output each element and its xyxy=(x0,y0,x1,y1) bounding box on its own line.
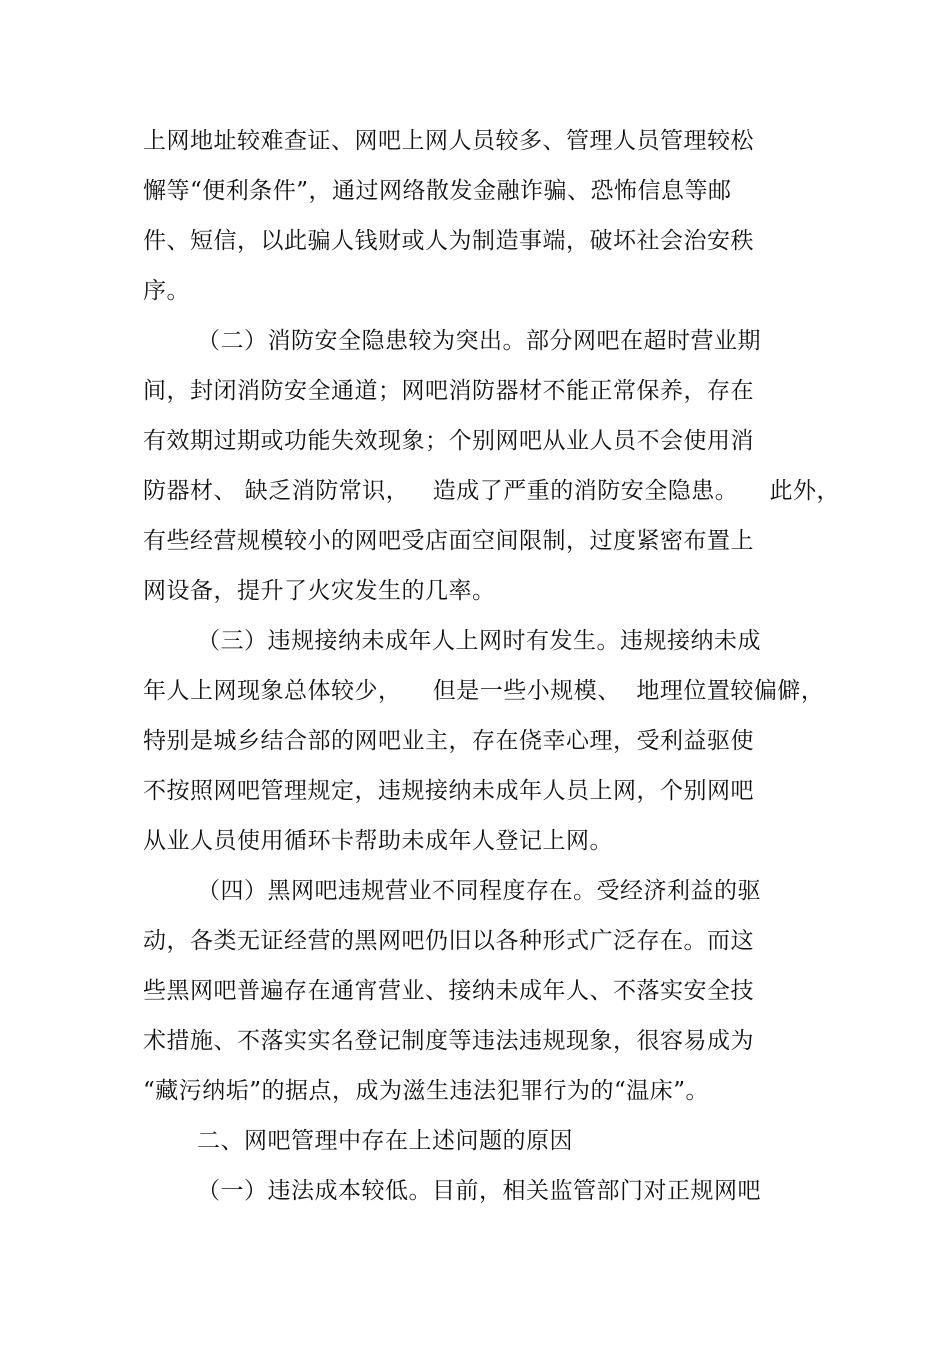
paragraph-line: （一）违法成本较低。目前，相关监管部门对正规网吧 xyxy=(197,1178,761,1204)
paragraph-line: 有效期过期或功能失效现象；个别网吧从业人员不会使用消 xyxy=(143,428,754,454)
paragraph-line: 不按照网吧管理规定，违规接纳未成年人员上网，个别网吧 xyxy=(143,778,754,804)
paragraph-line: 上网地址较难查证、网吧上网人员较多、管理人员管理较松 xyxy=(143,128,754,154)
paragraph-line: “藏污纳垢”的据点，成为滋生违法犯罪行为的“温床”。 xyxy=(143,1078,710,1104)
paragraph-line: 网设备，提升了火灾发生的几率。 xyxy=(143,578,496,604)
paragraph-line: 防器材、 缺乏消防常识， 造成了严重的消防安全隐患。 此外， xyxy=(143,478,840,504)
paragraph-line: （四）黑网吧违规营业不同程度存在。受经济利益的驱 xyxy=(197,878,761,904)
paragraph-line: 术措施、不落实实名登记制度等违法违规现象，很容易成为 xyxy=(143,1028,754,1054)
paragraph-line: 序。 xyxy=(143,278,190,304)
paragraph-line: 有些经营规模较小的网吧受店面空间限制，过度紧密布置上 xyxy=(143,528,754,554)
paragraph-line: 些黑网吧普遍存在通宵营业、接纳未成年人、不落实安全技 xyxy=(143,978,754,1004)
section-heading: 二、网吧管理中存在上述问题的原因 xyxy=(197,1128,573,1154)
paragraph-line: （三）违规接纳未成年人上网时有发生。违规接纳未成 xyxy=(197,628,761,654)
paragraph-line: 年人上网现象总体较少， 但是一些小规模、 地理位置较偏僻， xyxy=(143,678,825,704)
paragraph-line: （二）消防安全隐患较为突出。部分网吧在超时营业期 xyxy=(197,328,761,354)
paragraph-line: 间，封闭消防安全通道；网吧消防器材不能正常保养，存在 xyxy=(143,378,754,404)
paragraph-line: 动，各类无证经营的黑网吧仍旧以各种形式广泛存在。而这 xyxy=(143,928,754,954)
paragraph-line: 从业人员使用循环卡帮助未成年人登记上网。 xyxy=(143,828,613,854)
paragraph-line: 件、短信，以此骗人钱财或人为制造事端，破坏社会治安秩 xyxy=(143,228,754,254)
paragraph-line: 懈等“便利条件”，通过网络散发金融诈骗、恐怖信息等邮 xyxy=(143,178,732,204)
paragraph-line: 特别是城乡结合部的网吧业主，存在侥幸心理，受利益驱使 xyxy=(143,728,754,754)
